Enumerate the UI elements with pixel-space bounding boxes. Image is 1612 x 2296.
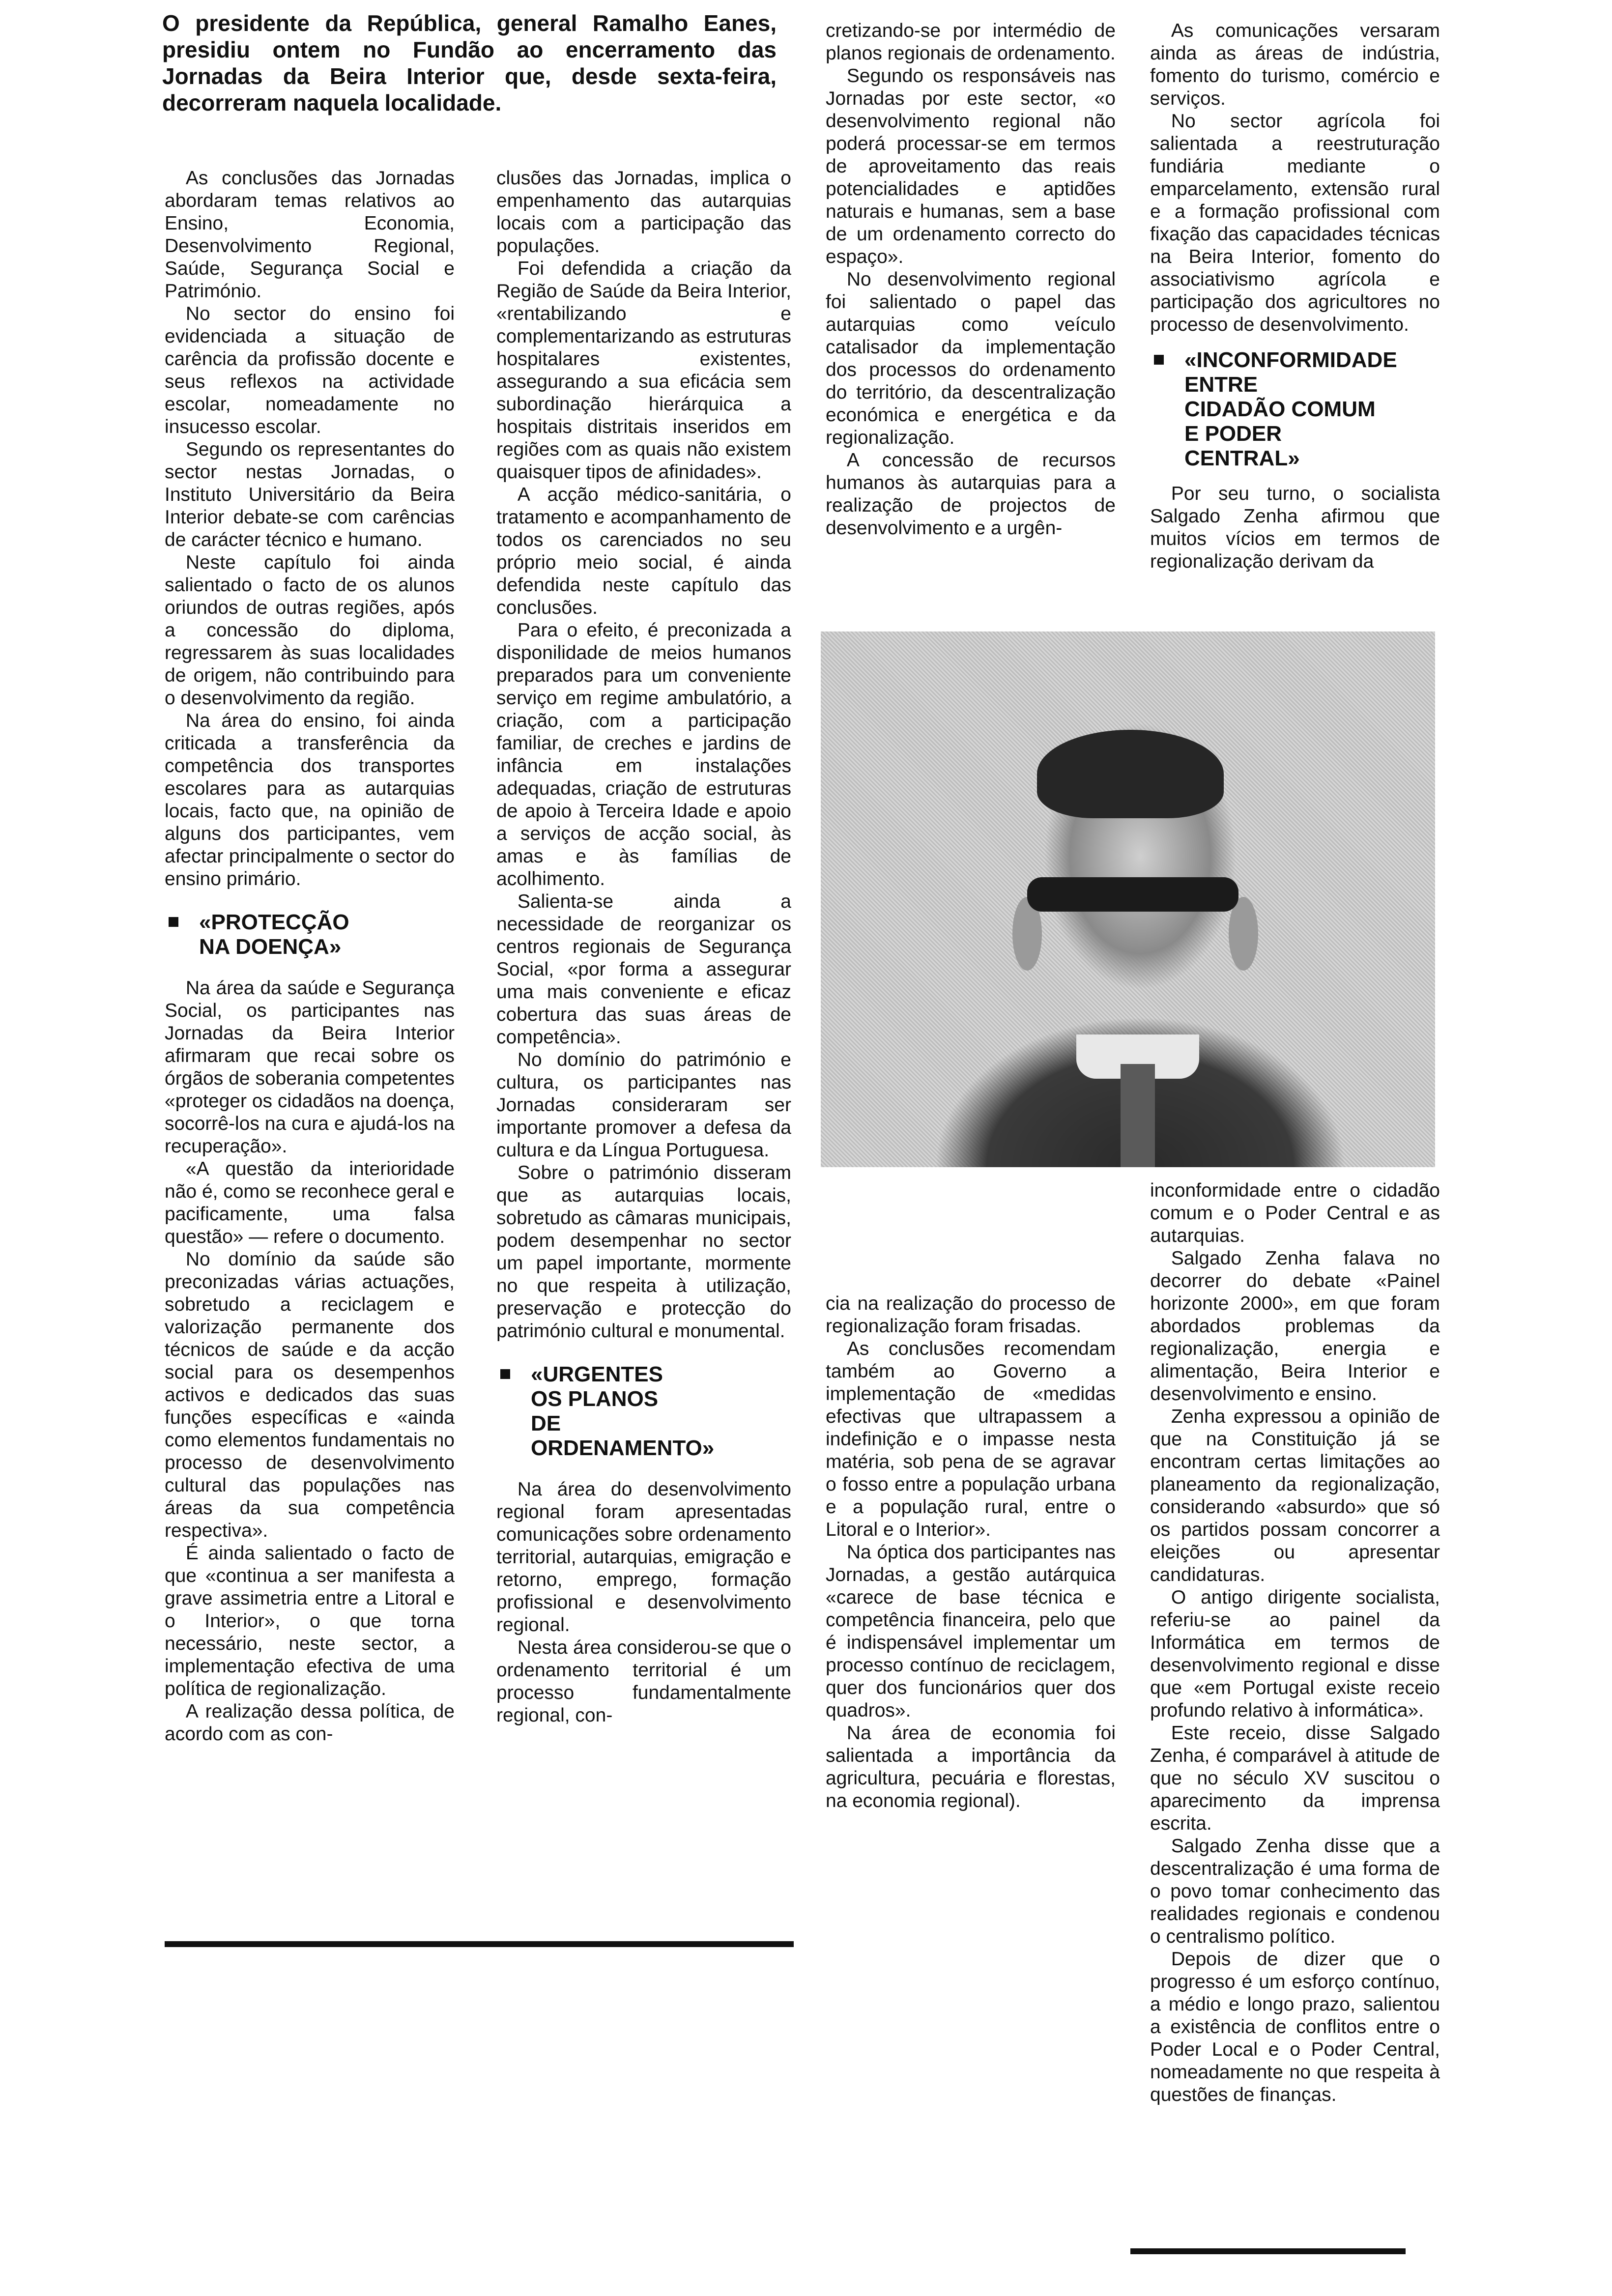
- col4-paragraph: Depois de dizer que o progresso é um esforço contínuo, a médio e longo prazo, salientou a existência de conflitos entre o Poder Local e o Poder Central, nomeadamente no que respeita à questões de finanças.: [1150, 1949, 1440, 2105]
- col4-paragraph: No sector agrícola foi salientada a reestruturação fundiária mediante o emparcelamento, extensão rural e a formação profissional com fixação das capacidades técnicas na Beira Interior, fomento do associativismo agrícola e participação dos agricultores no processo de desenvolvimento.: [1150, 111, 1440, 335]
- col4-paragraph: Por seu turno, o socialista Salgado Zenha afirmou que muitos vícios em termos de regionalização derivam da: [1150, 483, 1440, 572]
- col4-paragraph: Este receio, disse Salgado Zenha, é comparável à atitude de que no século XV suscitou o aparecimento da imprensa escrita.: [1150, 1722, 1440, 1834]
- col2-paragraph: A acção médico-sanitária, o tratamento e acompanhamento de todos os carenciados no seu próprio meio social, é ainda defendida neste capítulo das conclusões.: [496, 484, 791, 618]
- portrait-photo: [821, 631, 1435, 1167]
- col3-paragraph: A concessão de recursos humanos às autarquias para a realização de projectos de desenvolvimento e a urgên-: [826, 450, 1116, 539]
- col2-paragraph: No domínio do património e cultura, os participantes nas Jornadas consideraram ser importante promover a defesa da cultura e da Língua Portuguesa.: [496, 1049, 791, 1161]
- subheading-proteccao: «PROTECÇÃO NA DOENÇA»: [165, 910, 455, 959]
- col3-paragraph: No desenvolvimento regional foi salientado o papel das autarquias como veículo catalisador da implementação dos processos do ordenamento do território, da descentralização económica e energética e da regionalização.: [826, 269, 1116, 448]
- bullet-square-icon: [169, 917, 178, 927]
- bullet-square-icon: [1154, 355, 1164, 365]
- bullet-square-icon: [500, 1369, 510, 1379]
- col3-paragraph: Segundo os responsáveis nas Jornadas por este sector, «o desenvolvimento regional não poderá processar-se em termos de aproveitamento das reais potencialidades e aptidões naturais e humanas, sem a base de um ordenamento correcto do espaço».: [826, 65, 1116, 267]
- col2-paragraph: Nesta área considerou-se que o ordenamento territorial é um processo fundamentalmente regional, con-: [496, 1637, 791, 1726]
- photo-tie: [1121, 1064, 1155, 1167]
- col1-paragraph: Neste capítulo foi ainda salientado o facto de os alunos oriundos de outras regiões, após a concessão do diploma, regressarem às suas localidades de origem, não contribuindo para o desenvolvimento da região.: [165, 552, 455, 709]
- col1-paragraph: Na área do ensino, foi ainda criticada a transferência da competência dos transportes escolares para as autarquias locais, facto que, na opinião de alguns dos participantes, vem afectar principalmente o sector do ensino primário.: [165, 710, 455, 890]
- col1-paragraph: A realização dessa política, de acordo com as con-: [165, 1701, 455, 1745]
- col2-paragraph: Foi defendida a criação da Região de Saúde da Beira Interior, «rentabilizando e complementarizando as estruturas hospitalares existentes, assegurando a sua eficácia sem subordinação hierárquica a hospitais distritais inseridos em regiões com as quais não existem quaisquer tipos de afinidades».: [496, 258, 791, 483]
- col1-paragraph: Na área da saúde e Segurança Social, os participantes nas Jornadas da Beira Interior afirmaram que recai sobre os órgãos de soberania competentes «proteger os cidadãos na doença, socorrê-los na cura e ajudá-los na recuperação».: [165, 977, 455, 1157]
- column-4-upper: [1150, 20, 1440, 573]
- col2-paragraph: Para o efeito, é preconizada a disponilidade de meios humanos preparados para um conveniente serviço em regime ambulatório, a criação, com a participação familiar, de creches e jardins de infância em instalações adequadas, criação de estruturas de apoio à Terceira Idade e apoio a serviços de acção social, às amas e às famílias de acolhimento.: [496, 620, 791, 890]
- subheading-inconformidade: «INCONFORMIDADE ENTRE CIDADÃO COMUM E PODER CENTRAL»: [1150, 348, 1440, 471]
- subheading-urgentes: «URGENTES OS PLANOS DE ORDENAMENTO»: [496, 1362, 791, 1461]
- col1-paragraph: No domínio da saúde são preconizadas várias actuações, sobretudo a reciclagem e valorização permanente dos técnicos de saúde e da acção social para os desempenhos activos e dedicados das suas funções específicas e «ainda como elementos fundamentais no processo de desenvolvimento cultural das populações nas áreas da sua competência respectiva».: [165, 1249, 455, 1541]
- col4-paragraph: O antigo dirigente socialista, referiu-se ao painel da Informática em termos de desenvolvimento regional e disse que «em Portugal existe receio profundo relativo à informática».: [1150, 1587, 1440, 1721]
- col2-paragraph: Salienta-se ainda a necessidade de reorganizar os centros regionais de Segurança Social, «por forma a assegurar uma mais conveniente e eficaz cobertura das suas áreas de competência».: [496, 891, 791, 1048]
- col1-paragraph: «A questão da interioridade não é, como se reconhece geral e pacificamente, uma falsa questão» — refere o documento.: [165, 1158, 455, 1247]
- col1-paragraph: No sector do ensino foi evidenciada a situação de carência da profissão docente e seus reflexos na actividade escolar, nomeadamente no insucesso escolar.: [165, 303, 455, 437]
- photo-hair: [1037, 730, 1224, 818]
- lead-paragraph: O presidente da República, general Ramalho Eanes, presidiu ontem no Fundão ao encerramento das Jornadas da Beira Interior que, desde sexta-feira, decorreram naquela localidade.: [162, 10, 777, 115]
- col2-paragraph: Na área do desenvolvimento regional foram apresentadas comunicações sobre ordenamento territorial, autarquias, emigração e retorno, emprego, formação profissional e desenvolvimento regional.: [496, 1479, 791, 1636]
- col1-paragraph: As conclusões das Jornadas abordaram temas relativos ao Ensino, Economia, Desenvolvimento Regional, Saúde, Segurança Social e Património.: [165, 168, 455, 302]
- bottom-rule-right: [1130, 2248, 1406, 2254]
- col4-paragraph: As comunicações versaram ainda as áreas de indústria, fomento do turismo, comércio e serviços.: [1150, 20, 1440, 109]
- col4-paragraph: Salgado Zenha disse que a descentralização é uma forma de o povo tomar conhecimento das realidades regionais e condenou o centralismo político.: [1150, 1836, 1440, 1947]
- col3-paragraph: As conclusões recomendam também ao Governo a implementação de «medidas efectivas que ultrapassem a indefinição e o impasse nesta matéria, sob pena de se agravar o fosso entre a população urbana e a população rural, entre o Litoral e o Interior».: [826, 1338, 1116, 1540]
- column-1: [165, 167, 455, 1746]
- bottom-rule-left: [165, 1941, 794, 1947]
- col4-paragraph: inconformidade entre o cidadão comum e o Poder Central e as autarquias.: [1150, 1180, 1440, 1246]
- col3-paragraph: Na óptica dos participantes nas Jornadas, a gestão autárquica «carece de base técnica e competência financeira, pelo que é indispensável implementar um processo contínuo de reciclagem, quer dos funcionários quer dos quadros».: [826, 1542, 1116, 1721]
- col1-paragraph: É ainda salientado o facto de que «continua a ser manifesta a grave assimetria entre a Litoral e o Interior», o que torna necessário, neste sector, a implementação efectiva de uma política de regionalização.: [165, 1543, 455, 1699]
- column-3-lower: [826, 1292, 1116, 1812]
- col4-paragraph: Salgado Zenha falava no decorrer do debate «Painel horizonte 2000», em que foram abordados problemas da regionalização, energia e alimentação, Beira Interior e desenvolvimento e ensino.: [1150, 1248, 1440, 1405]
- col1-paragraph: Segundo os representantes do sector nestas Jornadas, o Instituto Universitário da Beira Interior debate-se com carências de carácter técnico e humano.: [165, 439, 455, 550]
- col3-paragraph: cretizando-se por intermédio de planos regionais de ordenamento.: [826, 20, 1116, 64]
- col3-paragraph: Na área de economia foi salientada a importância da agricultura, pecuária e florestas, na economia regional).: [826, 1722, 1116, 1811]
- column-2: [496, 167, 791, 1727]
- col3-paragraph: cia na realização do processo de regionalização foram frisadas.: [826, 1293, 1116, 1337]
- col2-paragraph: clusões das Jornadas, implica o empenhamento das autarquias locais com a participação das populações.: [496, 168, 791, 257]
- photo-glasses: [1027, 877, 1238, 912]
- column-4-lower: [1150, 1179, 1440, 2106]
- col2-paragraph: Sobre o património disseram que as autarquias locais, sobretudo as câmaras municipais, podem desempenhar no sector um papel importante, mormente no que respeita à utilização, preservação e protecção do património cultural e monumental.: [496, 1162, 791, 1342]
- column-3-upper: [826, 20, 1116, 540]
- col4-paragraph: Zenha expressou a opinião de que na Constituição já se encontram certas limitações ao planeamento da regionalização, considerando «absurdo» que só os partidos possam concorrer a eleições ou apresentar candidaturas.: [1150, 1406, 1440, 1585]
